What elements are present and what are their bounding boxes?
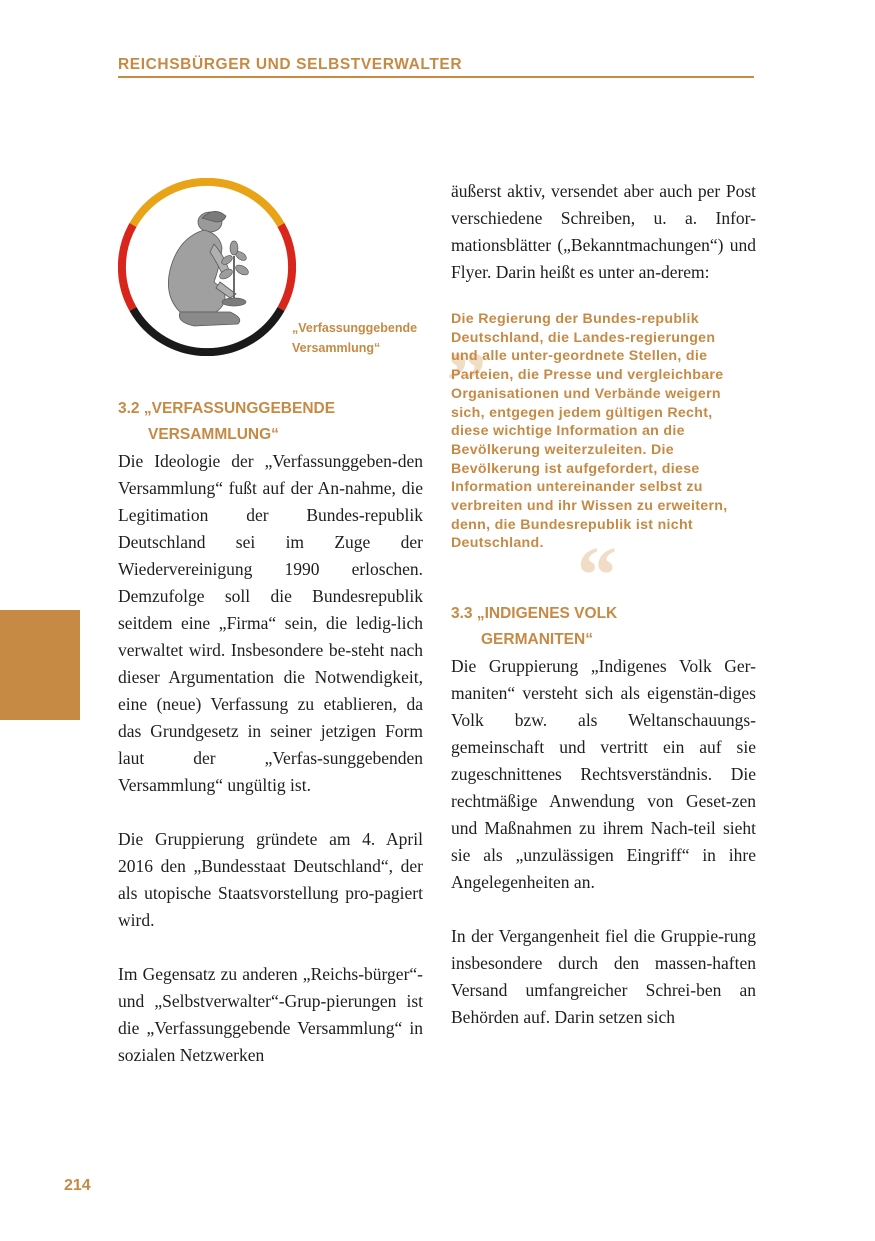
- chapter-side-tab: [0, 610, 80, 720]
- paragraph-continuation: äußerst aktiv, versendet aber auch per Post verschiedene Schreiben, u. a. Infor-mationsblätter („Bekanntmachungen“) und Flyer. Darin heißt es unter an-derem:: [451, 181, 756, 282]
- paragraph-germaniten: Die Gruppierung „Indigenes Volk Ger-maniten“ versteht sich als eigenstän-diges Volk bzw. als Weltanschauungs-gemeinschaft und vertritt ein auf sie zugeschnittenes Rechtsverständnis. Die rechtmäßige Anwendung von Geset-zen und Maßnahmen zu ihrem Nach-teil sieht sie als „unzulässigen Eingriff“ in ihre Angelegenheiten an.: [451, 656, 756, 893]
- paragraph-mass-mailing: In der Vergangenheit fiel die Gruppie-rung insbesondere durch den massen-haften Versand umfangreicher Schrei-ben an Behörden auf. Darin setzen sich: [451, 926, 756, 1028]
- paragraph-ideology: Die Ideologie der „Verfassunggeben-den Versammlung“ fußt auf der An-nahme, die Legitimation der Bundes-republik Deutschland sei im Zuge der Wiedervereinigung 1990 erloschen. Demzufolge soll die Bundesrepublik seitdem eine „Firma“ sein, die ledig-lich verwaltet wird. Insbesondere be-steht nach dieser Argumentation die Notwendigkeit, eine (neue) Verfassung zu etablieren, da das Grundgesetz in seiner jetzigen Form laut der „Verfas-sunggebenden Versammlung“ ungültig ist.: [118, 451, 423, 795]
- paragraph-social-networks: Im Gegensatz zu anderen „Reichs-bürger“- und „Selbstverwalter“-Grup-pierungen ist die „Verfassunggebende Versammlung“ in sozialen Netzwerken: [118, 964, 423, 1065]
- heading-line-2: VERSAMMLUNG“: [148, 426, 279, 443]
- pull-quote-text: Die Regierung der Bundes-republik Deutschland, die Landes-regierungen und alle unter-geordnete Stellen, die Parteien, die Presse und vergleichbare Organisationen und Verbände weigern sich, entgegen jedem gültigen Recht, diese wichtige Information an die Bevölkerung weiterzuleiten. Die Bevölkerung ist aufgefordert, diese Information untereinander selbst zu verbreiten und ihr Wissen zu erweitern, denn, die Bundesrepublik ist nicht Deutschland.: [451, 311, 728, 552]
- section-heading-3-2: [118, 396, 423, 448]
- open-quote-mark-icon: „: [447, 296, 488, 384]
- figure-caption-line-2: Versammlung“: [292, 341, 381, 355]
- figure-caption: [292, 318, 432, 358]
- page-number: 214: [64, 1177, 91, 1194]
- heading-line-2: GERMANITEN“: [481, 631, 593, 649]
- running-head: REICHSBÜRGER UND SELBSTVERWALTER: [118, 56, 754, 78]
- left-column: [118, 396, 423, 1069]
- figure-caption-line-1: „Verfassunggebende: [292, 321, 418, 335]
- verfassunggebende-versammlung-emblem: [118, 178, 296, 356]
- paragraph-founding: Die Gruppierung gründete am 4. April 2016 den „Bundesstaat Deutschland“, der als utopische Staatsvorstellung pro-pagiert wird.: [118, 829, 423, 930]
- heading-line-1: 3.3 „INDIGENES VOLK: [451, 605, 618, 623]
- heading-line-1: 3.2 „VERFASSUNGGEBENDE: [118, 400, 336, 417]
- right-column: [447, 178, 756, 1031]
- close-quote-mark-icon: “: [577, 532, 618, 620]
